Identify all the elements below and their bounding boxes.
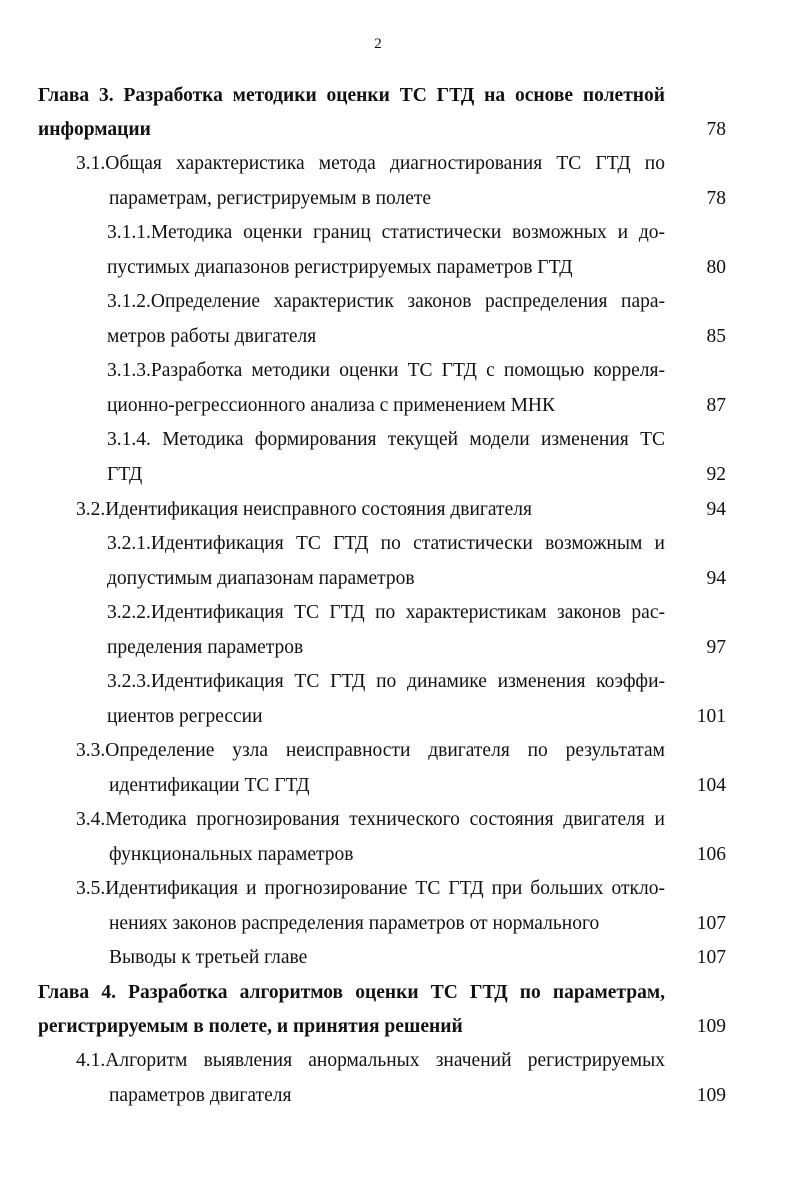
toc-page-number: 97 [706,637,726,658]
toc-entry-title-line-2: функциональных параметров [109,844,354,865]
toc-page-number: 101 [696,706,726,727]
toc-entry-title-line-2: регистрируемым в полете, и принятия решений [38,1016,463,1037]
toc-entry-title-line-2: нениях законов распределения параметров от нормального [109,913,600,934]
toc-entry-title-line-1: 3.2.2.Идентификация ТС ГТД по характеристикам законов рас- [107,602,665,623]
toc-page-number: 107 [696,913,726,934]
toc-entry-title-line-1: 4.1.Алгоритм выявления анормальных значений регистрируемых [76,1050,665,1071]
toc-page-number: 104 [696,775,726,796]
toc-entry-title-line-1: 3.4.Методика прогнозирования технического состояния двигателя и [76,809,665,830]
toc-entry-title-line-2: циентов регрессии [107,706,263,727]
toc-entry-title-line-1: 3.1.4. Методика формирования текущей модели изменения ТС [107,429,665,450]
toc-entry-title-line-2: параметрам, регистрируемым в полете [109,188,432,209]
toc-page-number: 78 [706,119,726,140]
toc-page-number: 85 [706,326,726,347]
toc-entry-title-line-2: идентификации ТС ГТД [109,775,310,796]
toc-entry-title-line-1: Глава 4. Разработка алгоритмов оценки ТС ГТД по параметрам, [38,982,665,1003]
toc-page-number: 107 [696,947,726,968]
toc-entry-title-line-2: пустимых диапазонов регистрируемых параметров ГТД [107,257,573,278]
toc-page-number: 94 [706,499,726,520]
toc-page-number: 92 [706,464,726,485]
toc-entry-title-line-1: Выводы к третьей главе [109,947,308,968]
toc-entry-title-line-1: 3.2.3.Идентификация ТС ГТД по динамике изменения коэффи- [107,671,665,692]
toc-entry-title-line-1: 3.2.1.Идентификация ТС ГТД по статистически возможным и [107,533,665,554]
toc-page-number: 109 [696,1085,726,1106]
toc-entry-title-line-1: 3.1.2.Определение характеристик законов распределения пара- [107,291,665,312]
toc-entry-title-line-1: 3.1.Общая характеристика метода диагностирования ТС ГТД по [76,153,665,174]
toc-page-number: 78 [706,188,726,209]
toc-page-number: 80 [706,257,726,278]
toc-entry-title-line-1: 3.1.3.Разработка методики оценки ТС ГТД с помощью корреля- [107,360,665,381]
toc-entry-title-line-2: пределения параметров [107,637,304,658]
toc-entry-title-line-1: 3.5.Идентификация и прогнозирование ТС ГТД при больших откло- [76,878,665,899]
toc-entry-title-line-2: метров работы двигателя [107,326,317,347]
toc-page-number: 94 [706,568,726,589]
toc-entry-title-line-2: ционно-регрессионного анализа с применением МНК [107,395,556,416]
toc-entry-title-line-2: параметров двигателя [109,1085,292,1106]
page-number: 2 [374,36,382,52]
toc-entry-title-line-1: 3.1.1.Методика оценки границ статистически возможных и до- [107,222,665,243]
toc-entry-title-line-2: информации [38,119,151,140]
toc-entry-title-line-2: ГТД [107,464,143,485]
toc-entry-title-line-1: 3.2.Идентификация неисправного состояния двигателя [76,499,532,520]
toc-page-number: 87 [706,395,726,416]
toc-page-number: 106 [696,844,726,865]
toc-entry-title-line-1: Глава 3. Разработка методики оценки ТС ГТД на основе полетной [38,85,665,106]
toc-entry-title-line-1: 3.3.Определение узла неисправности двигателя по результатам [76,740,665,761]
toc-page-number: 109 [696,1016,726,1037]
toc-entry-title-line-2: допустимым диапазонам параметров [107,568,415,589]
